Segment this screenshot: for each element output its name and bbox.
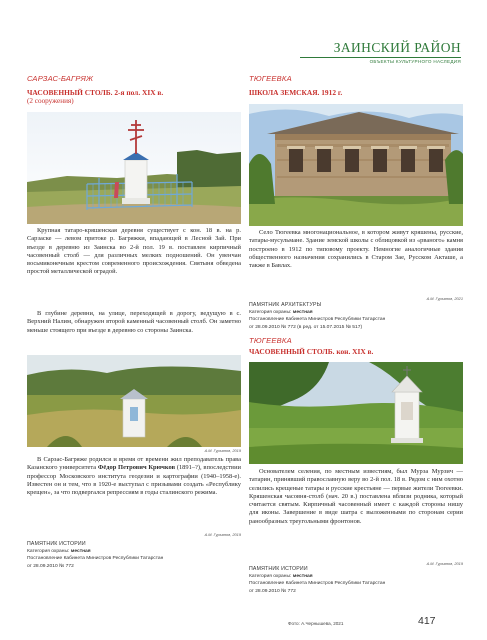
photo-credit-right: А.М. Гурьянов, 2021 [426,296,463,301]
meta-date: от 28.09.2010 № 772 [249,588,296,594]
place-name-tyugeevka-2: ТЮГЕЕВКА [249,336,292,345]
meta-category: Категория охраны: местная [27,549,91,555]
paragraph-kryuchkov: В Сарзас-Багряже родился и время от времени жил преподаватель права Казанского университета Фёдор Петрович Крючков (1891–?), впоследствии профессор Московского института геодезии и картографии (1940–1958-е). Известен он и тем, что в 1920-е выступал с призывами создать «Республику крещен», за что подвергался репрессиям в годы сталинского режима. [27,456,241,496]
place-name-sarzas: САРЗАС-БАГРЯЖ [27,74,94,83]
right-heritage-meta-1 [249,302,463,331]
meta-decree: Постановление Кабинета Министров Республики Татарстан [27,556,164,562]
paragraph-tyugeevka-chapel: Основателем селения, по местным известиям, был Мурза Мурзич — татарин, принявший православную веру во 2-й пол. 18 в. Рядом с ним охотно селились крещеные татары и русские крестьяне — первые жители Тюгеевки. Кряшенская часовня-столб (нач. 20 в.) поставлена вблизи родника, который считается святым. Кирпичный часовенный имеет с каждой стороны нишу для иконы. Завершение в виде шатра с выложенными по сторонам серии ранообразных треугольными фронтонов. [249,468,463,525]
meta-heading: ПАМЯТНИК ИСТОРИИ [27,541,86,547]
paragraph-tyugeevka-school: Село Тюгеевка многонациональное, в котором живут кряшены, русские, татары-мусульмане. Здание земской школы с облицовкой из «рваного» камня построено в 1912 по типовому проекту. Немногие аналогичные здания общественного назначения сохранились в Старом Зае, Русском Акташе, а также в Бавлах. [249,229,463,269]
section-title: ЗАИНСКИЙ РАЙОН [333,40,461,55]
meta-date: от 28.09.2010 № 772 [27,563,74,569]
right-heading-block-2 [249,336,463,356]
meta-decree: Постановление Кабинета Министров Республики Татарстан [249,317,386,323]
photo-second-chapel-pillar [27,355,241,447]
photo-chapel-pillar-sarzas [27,112,241,224]
header-rule [300,57,461,58]
object-title-chapel-pillar-2: ЧАСОВЕННЫЙ СТОЛБ. кон. XIX в. [249,347,374,356]
photo-tyugeevka-chapel-pillar [249,362,463,464]
photo-credit-left-2: А.М. Гурьянов, 2019 [204,532,241,537]
place-name-tyugeevka: ТЮГЕЕВКА [249,74,292,83]
object-title-school: ШКОЛА ЗЕМСКАЯ. 1912 г. [249,88,343,97]
page-number: 417 [418,615,436,627]
section-subtitle: ОБЪЕКТЫ КУЛЬТУРНОГО НАСЛЕДИЯ [369,59,461,64]
meta-decree: Постановление Кабинета Министров Республики Татарстан [249,581,386,587]
meta-heading: ПАМЯТНИК ИСТОРИИ [249,566,308,572]
meta-date: от 28.09.2010 № 772 (в ред. от 15.07.2015 № 517) [249,324,363,330]
left-heritage-meta [27,541,241,570]
meta-heading: ПАМЯТНИК АРХИТЕКТУРЫ [249,302,322,308]
paragraph-sarzas-1: Крупная татаро-кряшенская деревня существует с кон. 18 в. на р. Сарзаске — левом притоке р. Багряжки, впадающей в Лесной Зай. При въезде в деревню из Заинска во 2-й пол. 19 в. поставлен кирпичный часовенный столб — для различных мелких подношений. Он увенчан восьмиконечным крестом современного происхождения. Святыня обведена простой металлической оградой. [27,227,241,276]
right-heading-block [249,74,463,97]
right-heritage-meta-2 [249,566,463,595]
object-title-chapel-pillar: ЧАСОВЕННЫЙ СТОЛБ. 2-я пол. XIX в. [27,88,164,97]
photo-credit-right-2: А.М. Гурьянов, 2019 [426,561,463,566]
paragraph-sarzas-2: В глубине деревни, на улице, переходящей в дорогу, ведущую в с. Верхний Налим, обнаружен второй каменный часовенный столб. Он заметно меньше стоящего при въезде в деревню со стороны Заинска. [27,310,241,334]
object-subtitle: (2 сооружения) [27,97,74,105]
left-heading-block [27,74,241,106]
photo-credit-left: А.М. Гурьянов, 2019 [204,448,241,453]
footer-photo-credit: Фото: А.Чернышева, 2021 [288,621,344,626]
photo-zemstvo-school [249,104,463,226]
meta-category: Категория охраны: местная [249,310,313,316]
meta-category: Категория охраны: местная [249,574,313,580]
